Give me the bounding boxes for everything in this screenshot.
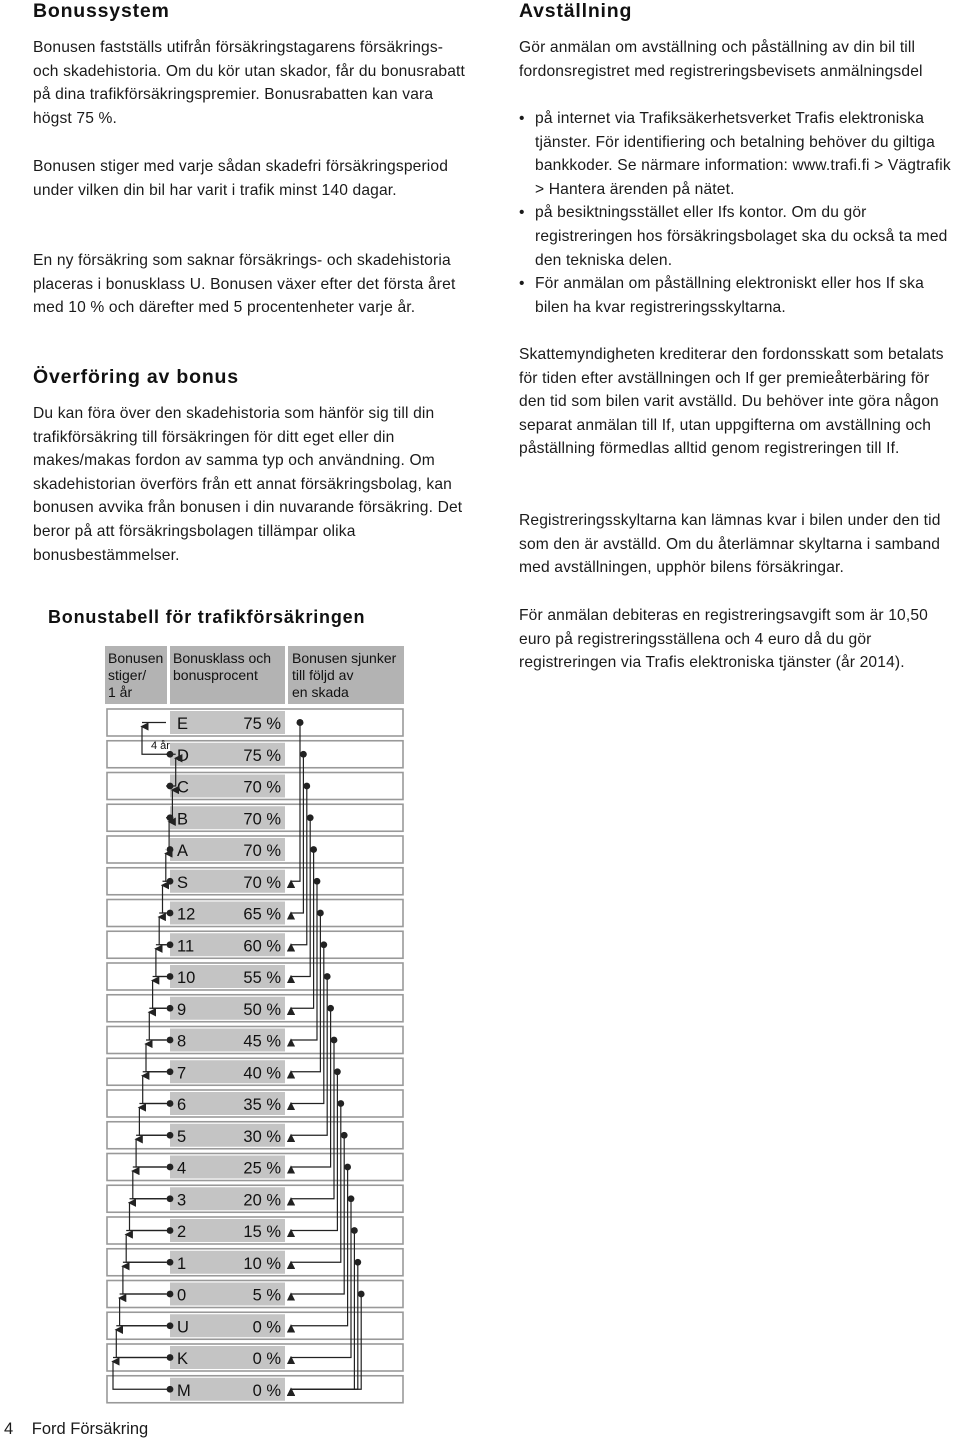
bonus-percent-label: 65 % [243,905,281,924]
header-rises-label: Bonusen stiger/ 1 år [108,650,164,700]
rise-dot [167,878,174,885]
table-row [107,963,403,990]
bonus-percent-label: 50 % [243,1000,281,1019]
bonus-class-label: 5 [177,1127,187,1146]
table-row [107,836,403,863]
rise-dot [167,1291,174,1298]
bonus-class-label: S [177,873,189,892]
bonus-percent-label: 75 % [243,715,281,733]
bonus-class-label: 7 [177,1064,187,1083]
rise-dot [167,1322,174,1329]
rise-dot [167,1068,174,1075]
bonus-percent-label: 0 % [252,1350,281,1368]
table-row [107,931,403,958]
list-item: • på besiktningsstället eller Ifs kontor. Om du gör registreringen hos försäkringsbolaget ska du också ta med den tekniska delen. [519,201,959,272]
header-class-label: Bonusklass och bonusprocent [173,650,272,683]
table-row [107,804,403,831]
rise-dot [167,1132,174,1139]
plates-paragraph: Registreringsskyltarna kan lämnas kvar i bilen under den tid som den är avställd. Om du återlämnar skyltarna i samband med avställningen, upphör bilens försäkringar. [519,512,941,577]
deregistration-intro: Gör anmälan om avställning och påställning av din bil till fordonsregistret med registreringsbevisets anmälningsdel [519,39,923,80]
bonus-paragraph-1: Bonusen fastställs utifrån försäkringstagarens försäkrings- och skadehistoria. Om du kör utan skador, får du bonusrabatt på dina trafikförsäkringspremier. Bonusrabatten kan vara högst 75 %. [33,39,466,127]
bonus-class-label: 4 [177,1159,187,1178]
bonus-percent-label: 0 % [252,1381,281,1400]
header-falls-label: Bonusen sjunker till följd av en skada [292,650,397,700]
bonus-percent-label: 70 % [243,810,281,829]
rise-dot [167,1100,174,1107]
rise-dot [167,1386,174,1393]
four-years-label: 4 år [151,740,170,752]
list-item: • För anmälan om påställning elektroniskt eller hos If ska bilen ha kvar registreringsskyltarna. [519,272,959,319]
transfer-paragraph: Du kan föra över den skadehistoria som hänför sig till din trafikförsäkring till försäkringen för ditt eget eller din makes/makas fordon av samma typ och användning. Om skadehistorian överförs från ett annat försäkringsbolag, kan bonusen avvika från bonusen i din nuvarande försäkring. Det beror på att försäkringsbolagen tillämpar olika bonusbestämmelser. [33,405,463,564]
bonus-percent-label: 0 % [252,1318,281,1337]
bonus-class-label: 2 [177,1223,187,1241]
rise-dot [167,1227,174,1234]
bonus-percent-label: 5 % [252,1286,281,1305]
bonus-percent-label: 40 % [243,1064,281,1083]
bonus-percent-label: 10 % [243,1254,281,1273]
bonus-percent-label: 20 % [243,1191,281,1210]
rise-dot [167,1164,174,1171]
deregistration-heading: Avställning [519,0,633,22]
table-row [107,900,403,927]
rise-dot [167,1195,174,1202]
bonus-heading: Bonussystem [33,0,170,22]
rise-dot [167,846,174,853]
bonus-paragraph-2: Bonusen stiger med varje sådan skadefri försäkringsperiod under vilken din bil har varit i trafik minst 140 dagar. [33,158,449,199]
bonus-percent-label: 35 % [243,1096,281,1114]
rise-dot [167,1037,174,1044]
table-row [107,773,403,800]
bonus-percent-label: 70 % [243,778,281,797]
rise-dot [167,910,174,917]
bonus-table-heading: Bonustabell för trafikförsäkringen [48,607,366,627]
table-rows [107,709,403,1403]
bonus-percent-label: 45 % [243,1032,281,1051]
page-footer [4,1420,162,1439]
bonus-percent-label: 25 % [243,1159,281,1178]
bonus-class-label: 6 [177,1096,187,1114]
fall-dot [297,719,304,726]
rise-dot [167,1259,174,1266]
bonus-class-label: K [177,1350,189,1368]
rise-dot [167,1005,174,1012]
bonus-class-label: 11 [177,937,195,956]
bonus-class-label: 12 [177,905,196,924]
table-header [105,646,404,704]
bonus-paragraph-3: En ny försäkring som saknar försäkrings- och skadehistoria placeras i bonusklass U. Bonusen växer efter det första året med 10 % och därefter med 5 procentenheter varje år. [33,252,456,317]
bonus-class-label: 3 [177,1191,187,1210]
bonus-class-label: E [177,715,189,733]
bonus-percent-label: 15 % [243,1223,281,1241]
bonus-class-label: B [177,810,189,829]
bonus-class-label: D [177,746,189,765]
bonus-percent-label: 70 % [243,873,281,892]
tax-paragraph: Skattemyndigheten krediterar den fordonsskatt som betalats för tiden efter avställningen och If ger premieåterbäring för den tid som bilen varit avställd. Du behöver inte göra någon separat anmälan till If, utan uppgifterna om avställning och påställning förmedlas alltid genom registreringen till If. [519,346,944,458]
bonus-percent-label: 60 % [243,937,281,956]
bonus-class-label: 1 [177,1254,187,1273]
transfer-heading: Överföring av bonus [33,366,239,388]
bonus-class-label: 10 [177,969,196,987]
bonus-percent-label: 70 % [243,842,281,860]
bonus-class-label: A [177,842,189,860]
rise-dot [167,1354,174,1361]
fee-paragraph: För anmälan debiteras en registreringsavgift som är 10,50 euro på registreringsställena och 4 euro då du gör registreringen via Trafis elektroniska tjänster (år 2014). [519,607,928,672]
page-number: 4 [4,1420,14,1438]
bonus-class-label: 9 [177,1000,187,1019]
bonus-percent-label: 55 % [243,969,281,987]
rise-dot [167,941,174,948]
bonus-percent-label: 75 % [243,746,281,765]
rise-dot [167,973,174,980]
bonus-class-label: 0 [177,1286,187,1305]
table-row [107,868,403,895]
bonus-class-label: C [177,778,189,797]
bonus-class-label: M [177,1381,191,1400]
list-item: • på internet via Trafiksäkerhetsverket Trafis elektroniska tjänster. För identifiering och betalning behöver du giltiga bankkoder. Se närmare information: www.trafi.fi > Vägtrafik > Hantera ärenden på nätet. [519,107,959,201]
bonus-class-label: 8 [177,1032,187,1051]
bonus-percent-label: 30 % [243,1127,281,1146]
footer-brand: Ford Försäkring [31,1420,149,1438]
bonus-class-label: U [177,1318,189,1337]
